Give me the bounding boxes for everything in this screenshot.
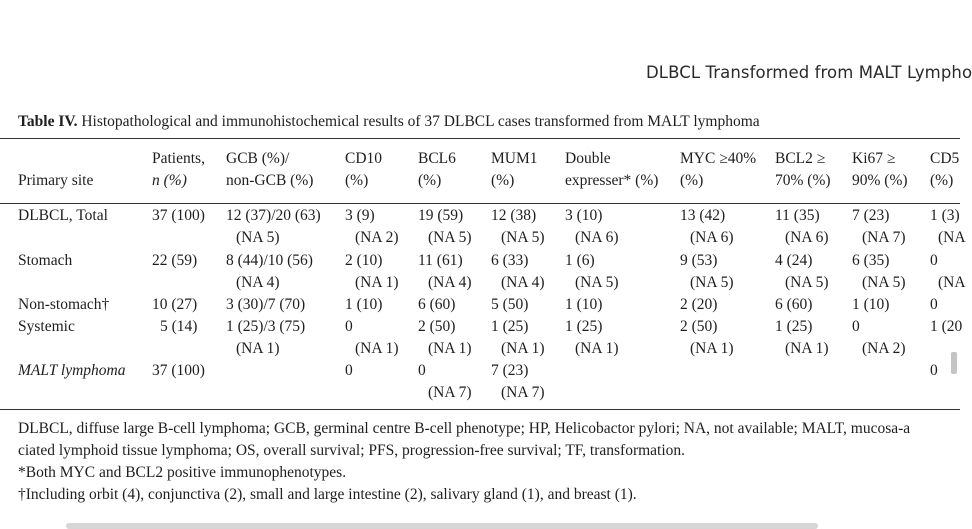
- header-mum1: MUM1: [491, 150, 538, 167]
- cell-systemic-bcl6-na: (NA 1): [428, 340, 472, 357]
- cell-total-bcl2-na: (NA 6): [785, 229, 829, 246]
- cell-total-double-na: (NA 6): [575, 229, 619, 246]
- cell-systemic-ki67: 0: [852, 318, 860, 335]
- cell-total-myc-na: (NA 6): [690, 229, 734, 246]
- cell-systemic-gcb: 1 (25)/3 (75): [226, 318, 306, 335]
- table-caption-label: Table IV.: [18, 113, 78, 130]
- cell-nonstomach-gcb: 3 (30)/7 (70): [226, 296, 306, 313]
- header-gcb-sub: non-GCB (%): [226, 172, 314, 189]
- header-cd5: CD5: [930, 150, 960, 167]
- row-label-malt-part2: lymphoma: [57, 362, 126, 379]
- cell-stomach-mum1-na: (NA 4): [501, 274, 545, 291]
- cell-stomach-bcl2: 4 (24): [775, 252, 813, 269]
- cell-malt-patients: 37 (100): [152, 362, 205, 379]
- table-caption-text: Histopathological and immunohistochemical results of 37 DLBCL cases transformed from MALT lymphoma: [81, 113, 760, 130]
- cell-systemic-patients: 5 (14): [160, 318, 198, 335]
- cell-nonstomach-cd10: 1 (10): [345, 296, 383, 313]
- cell-systemic-gcb-na: (NA 1): [236, 340, 280, 357]
- cell-total-double: 3 (10): [565, 207, 603, 224]
- cell-nonstomach-double: 1 (10): [565, 296, 603, 313]
- cell-stomach-cd10: 2 (10): [345, 252, 383, 269]
- cell-total-mum1-na: (NA 5): [501, 229, 545, 246]
- cell-stomach-bcl6-na: (NA 4): [428, 274, 472, 291]
- header-bcl6: BCL6: [418, 150, 456, 167]
- cell-total-ki67: 7 (23): [852, 207, 890, 224]
- footnote-double-expresser: *Both MYC and BCL2 positive immunophenotypes.: [18, 464, 347, 481]
- cell-stomach-ki67-na: (NA 5): [862, 274, 906, 291]
- header-double-expresser-sub: expresser* (%): [565, 172, 659, 189]
- cell-total-myc: 13 (42): [680, 207, 726, 224]
- cell-total-bcl6-na: (NA 5): [428, 229, 472, 246]
- header-cd5-sub: (%): [930, 172, 954, 189]
- cell-systemic-double-na: (NA 1): [575, 340, 619, 357]
- cell-nonstomach-myc: 2 (20): [680, 296, 718, 313]
- cell-total-cd5-na: (NA: [938, 229, 966, 246]
- table-caption: [18, 113, 760, 131]
- footnote-abbreviations-cont: ciated lymphoid tissue lymphoma; OS, overall survival; PFS, progression-free survival; TF, transformation.: [18, 442, 686, 459]
- running-header: DLBCL Transformed from MALT Lympho: [646, 63, 972, 82]
- header-ki67-sub: 90% (%): [852, 172, 908, 189]
- header-patients: Patients,: [152, 150, 205, 167]
- cell-systemic-cd10: 0: [345, 318, 353, 335]
- cell-systemic-bcl6: 2 (50): [418, 318, 456, 335]
- cell-nonstomach-mum1: 5 (50): [491, 296, 529, 313]
- cell-systemic-ki67-na: (NA 2): [862, 340, 906, 357]
- header-double-expresser: Double: [565, 150, 611, 167]
- cell-stomach-mum1: 6 (33): [491, 252, 529, 269]
- footnote-abbreviations: DLBCL, diffuse large B-cell lymphoma; GCB, germinal centre B-cell phenotype; HP, Helicobactor pylori; NA, not available; MALT, mucosa-a: [18, 420, 911, 437]
- row-label-malt-lymphoma: [18, 360, 125, 382]
- cell-systemic-myc-na: (NA 1): [690, 340, 734, 357]
- cell-total-patients: 37 (100): [152, 207, 205, 224]
- cell-stomach-bcl2-na: (NA 5): [785, 274, 829, 291]
- cell-stomach-cd10-na: (NA 1): [355, 274, 399, 291]
- cell-systemic-mum1-na: (NA 1): [501, 340, 545, 357]
- cell-total-bcl6: 19 (59): [418, 207, 464, 224]
- cell-systemic-bcl2-na: (NA 1): [785, 340, 829, 357]
- header-myc-sub: (%): [680, 172, 704, 189]
- cell-total-cd10: 3 (9): [345, 207, 375, 224]
- cell-systemic-myc: 2 (50): [680, 318, 718, 335]
- cell-malt-mum1: 7 (23): [491, 362, 529, 379]
- cell-stomach-patients: 22 (59): [152, 252, 198, 269]
- header-bcl2-sub: 70% (%): [775, 172, 831, 189]
- header-mum1-sub: (%): [491, 172, 515, 189]
- footnote-non-stomach: †Including orbit (4), conjunctiva (2), small and large intestine (2), salivary gland (1), and breast (1).: [18, 486, 637, 503]
- row-label-non-stomach: Non-stomach†: [18, 296, 110, 313]
- row-label-dlbcl-total: DLBCL, Total: [18, 207, 108, 224]
- cell-total-mum1: 12 (38): [491, 207, 537, 224]
- cell-nonstomach-patients: 10 (27): [152, 296, 198, 313]
- cell-malt-bcl6: 0: [418, 362, 426, 379]
- cell-total-cd5: 1 (3): [930, 207, 960, 224]
- row-label-malt-part1: MALT: [18, 362, 58, 379]
- cell-stomach-gcb: 8 (44)/10 (56): [226, 252, 313, 269]
- cell-stomach-ki67: 6 (35): [852, 252, 890, 269]
- cell-total-ki67-na: (NA 7): [862, 229, 906, 246]
- table-header-rule: [0, 203, 960, 204]
- cell-stomach-double-na: (NA 5): [575, 274, 619, 291]
- cell-nonstomach-cd5: 0: [930, 296, 938, 313]
- header-ki67: Ki67 ≥: [852, 150, 896, 167]
- cell-systemic-cd10-na: (NA 1): [355, 340, 399, 357]
- header-patients-sub: n (%): [152, 172, 187, 189]
- cell-nonstomach-bcl2: 6 (60): [775, 296, 813, 313]
- cell-systemic-mum1: 1 (25): [491, 318, 529, 335]
- header-myc: MYC ≥40%: [680, 150, 757, 167]
- cell-stomach-cd5-na: (NA: [938, 274, 966, 291]
- cell-stomach-bcl6: 11 (61): [418, 252, 463, 269]
- cell-malt-cd10: 0: [345, 362, 353, 379]
- header-gcb: GCB (%)/: [226, 150, 290, 167]
- cell-systemic-bcl2: 1 (25): [775, 318, 813, 335]
- cell-malt-mum1-na: (NA 7): [501, 384, 545, 401]
- table-bottom-rule: [0, 409, 960, 410]
- cell-stomach-myc: 9 (53): [680, 252, 718, 269]
- cell-nonstomach-bcl6: 6 (60): [418, 296, 456, 313]
- cell-stomach-cd5: 0: [930, 252, 938, 269]
- table-top-rule: [0, 138, 960, 139]
- cell-total-gcb-na: (NA 5): [236, 229, 280, 246]
- row-label-stomach: Stomach: [18, 252, 73, 269]
- header-primary-site: Primary site: [18, 172, 94, 189]
- cell-nonstomach-ki67: 1 (10): [852, 296, 890, 313]
- header-cd10: CD10: [345, 150, 383, 167]
- cell-total-gcb: 12 (37)/20 (63): [226, 207, 321, 224]
- cell-malt-cd5: 0: [930, 362, 938, 379]
- cell-stomach-double: 1 (6): [565, 252, 595, 269]
- cell-total-cd10-na: (NA 2): [355, 229, 399, 246]
- cell-total-bcl2: 11 (35): [775, 207, 820, 224]
- cell-stomach-gcb-na: (NA 4): [236, 274, 280, 291]
- header-bcl6-sub: (%): [418, 172, 442, 189]
- cell-stomach-myc-na: (NA 5): [690, 274, 734, 291]
- header-bcl2: BCL2 ≥: [775, 150, 826, 167]
- cell-malt-bcl6-na: (NA 7): [428, 384, 472, 401]
- cell-systemic-cd5: 1 (20: [930, 318, 963, 335]
- cell-systemic-double: 1 (25): [565, 318, 603, 335]
- vertical-scroll-thumb[interactable]: [951, 352, 957, 374]
- horizontal-scrollbar[interactable]: [66, 523, 818, 529]
- header-cd10-sub: (%): [345, 172, 369, 189]
- row-label-systemic: Systemic: [18, 318, 75, 335]
